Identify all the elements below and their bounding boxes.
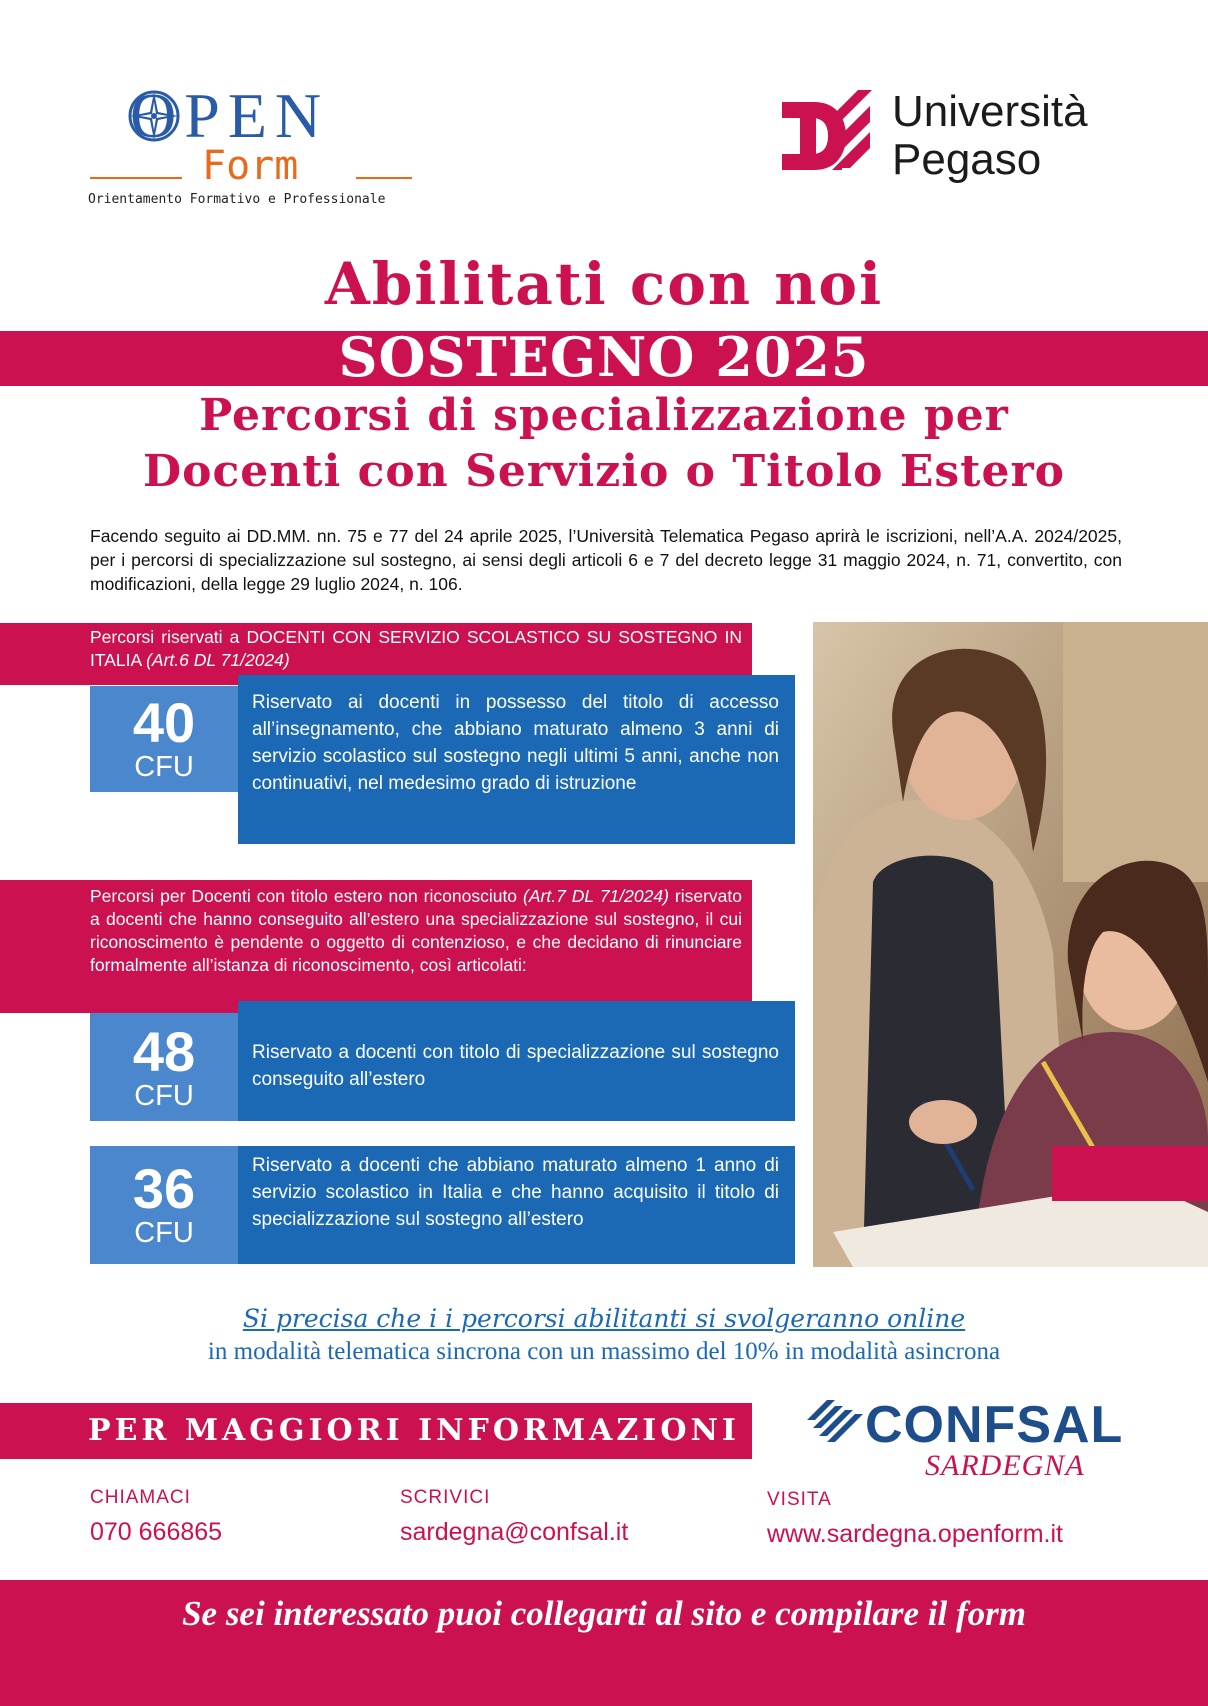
course-description-48: Riservato a docenti con titolo di specializzazione sul sostegno conseguito all’estero [238, 1001, 795, 1121]
confsal-region: SARDEGNA [925, 1449, 1085, 1482]
pegaso-line1: Università [892, 87, 1088, 136]
openform-line-left [90, 177, 182, 179]
headline-subtitle-line1: Percorsi di specializzazione per [199, 390, 1009, 441]
headline-subtitle-line2: Docenti con Servizio o Titolo Estero [142, 446, 1065, 497]
write-label: SCRIVICI [400, 1487, 491, 1508]
section1-text: Percorsi riservati a DOCENTI CON SERVIZIO SCOLASTICO SU SOSTEGNO IN ITALIA [90, 627, 742, 670]
headline-band-text: SOSTEGNO 2025 [338, 325, 870, 389]
pegaso-name [892, 88, 1088, 184]
openform-logo [86, 78, 426, 218]
section2-text-a: Percorsi per Docenti con titolo estero non riconosciuto [90, 886, 524, 906]
note-online-text: Si precisa che i i percorsi abilitanti si svolgeranno online [242, 1304, 966, 1333]
confsal-logo [805, 1398, 1155, 1482]
phone-link[interactable]: 070 666865 [90, 1518, 223, 1546]
section1-ref: (Art.6 DL 71/2024) [146, 650, 290, 670]
pegaso-line2: Pegaso [892, 135, 1042, 184]
footer-text: Se sei interessato puoi collegarti al sito e compilare il form [182, 1594, 1026, 1633]
pegaso-logo [780, 88, 1120, 188]
cfu-label: CFU [134, 1217, 194, 1249]
email-link[interactable]: sardegna@confsal.it [400, 1518, 629, 1546]
pegaso-mark-icon [780, 88, 876, 184]
openform-open-text: OPEN [130, 80, 330, 151]
intro-paragraph: Facendo seguito ai DD.MM. nn. 75 e 77 del 24 aprile 2025, l’Università Telematica Pegaso aprirà le iscrizioni, nell’A.A. 2024/2025, per i percorsi di specializzazione sul sostegno, ai sensi degli articoli 6 e 7 del decreto legge 31 maggio 2024, n. 71, convertito, con modificazioni, della legge 29 luglio 2024, n. 106. [90, 526, 1122, 594]
cfu-number: 48 [132, 1020, 196, 1083]
confsal-stripes-icon [805, 1398, 865, 1452]
cfu-badge-36 [90, 1146, 238, 1264]
photo-accent-bar [1052, 1146, 1208, 1201]
cfu-number: 36 [132, 1157, 196, 1220]
cfu-number: 40 [132, 691, 196, 754]
section2-ref: (Art.7 DL 71/2024) [523, 886, 669, 906]
section2-header [0, 880, 752, 1013]
section2-text-b: riservato a docenti che hanno conseguito all’estero una specializzazione sul sostegno, il cui riconoscimento è pendente o oggetto di contenzioso, e che decidano di rinunciare formalmente all’istanza di riconoscimento, così articolati: [90, 886, 743, 975]
headline-title: Abilitati con noi [324, 250, 884, 318]
course-description-40: Riservato ai docenti in possesso del titolo di accesso all’insegnamento, che abbiano maturato almeno 3 anni di servizio scolastico sul sostegno negli ultimi 5 anni, anche non continuativi, nel medesimo grado di istruzione [238, 675, 795, 844]
note-modality: in modalità telematica sincrona con un massimo del 10% in modalità asincrona [207, 1338, 1001, 1365]
cfu-badge-40 [90, 686, 238, 792]
openform-subtitle: Orientamento Formativo e Professionale [88, 192, 386, 207]
note-online [0, 1304, 1208, 1333]
confsal-name: CONFSAL [865, 1396, 1124, 1454]
course-description-36: Riservato a docenti che abbiano maturato almeno 1 anno di servizio scolastico in Italia e che hanno acquisito il titolo di specializzazione sul sostegno all’estero [238, 1146, 795, 1264]
openform-form-text: Form [202, 143, 299, 189]
call-label: CHIAMACI [90, 1487, 191, 1508]
openform-line-right [356, 177, 412, 179]
headline-subtitle [0, 388, 1208, 500]
cfu-badge-48 [90, 1013, 238, 1121]
website-link[interactable]: www.sardegna.openform.it [767, 1520, 1063, 1548]
cfu-label: CFU [134, 751, 194, 783]
visit-label: VISITA [767, 1489, 832, 1510]
info-heading: PER MAGGIORI INFORMAZIONI [88, 1413, 740, 1448]
cfu-label: CFU [134, 1080, 194, 1112]
